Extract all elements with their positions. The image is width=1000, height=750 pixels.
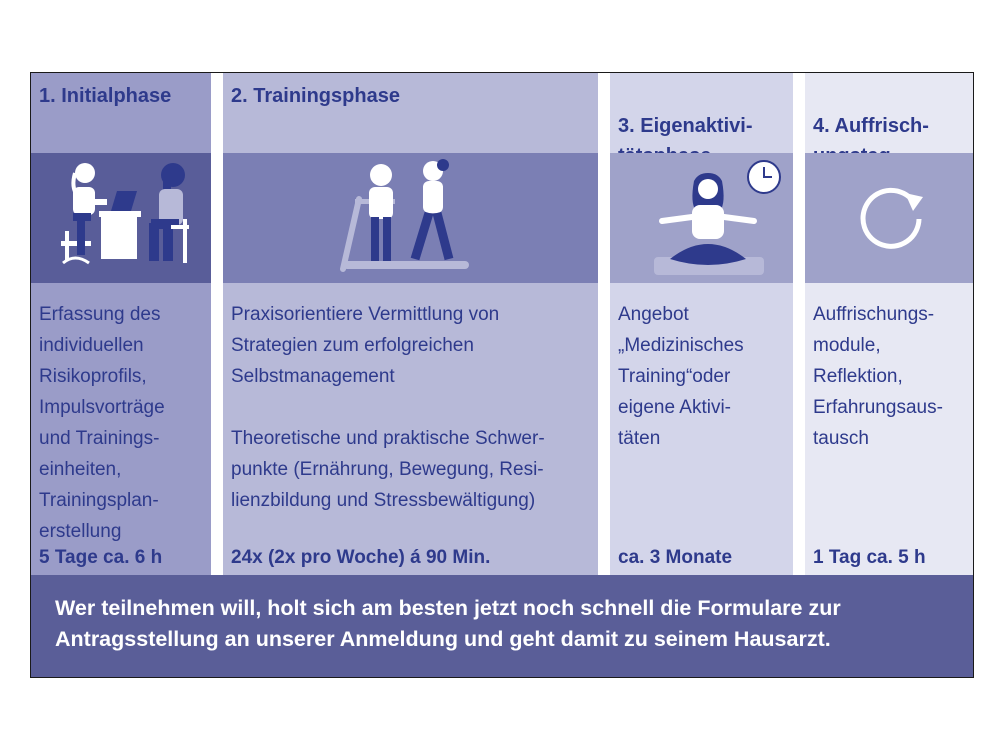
meditation-clock-icon	[610, 153, 793, 283]
refresh-icon	[805, 153, 974, 283]
phase-4-column	[805, 73, 974, 575]
phase-4-icon-band	[805, 153, 974, 283]
phase-2-duration: 24x (2x pro Woche) á 90 Min.	[231, 547, 491, 568]
phase-4-duration: 1 Tag ca. 5 h	[813, 547, 926, 568]
phase-3-body	[610, 283, 793, 575]
phase-3-header	[610, 73, 793, 153]
phase-2-icon-band	[223, 153, 598, 283]
phase-1-header	[31, 73, 211, 153]
phase-2-description: Praxisorientiere Vermittlung von Strategien zum erfolgreichen Selbstmanagement Theoretische und praktische Schwer- punkte (Ernährung, Bewegung, Resi- lienzbildung und Stressbewältigung)	[231, 304, 545, 511]
phase-3-column	[610, 73, 793, 575]
phase-4-body	[805, 283, 974, 575]
footer-banner	[31, 575, 974, 678]
phase-1-description: Erfassung des individuellen Risikoprofils, Impulsvorträge und Trainings- einheiten, Trainingsplan- erstellung	[39, 304, 165, 542]
phase-2-title: 2. Trainingsphase	[231, 85, 400, 107]
phase-overview-panel	[30, 72, 974, 678]
footer-text: Wer teilnehmen will, holt sich am besten jetzt noch schnell die Formulare zur Antragsstellung an unserer Anmeldung und geht damit zu seinem Hausarzt.	[55, 596, 841, 651]
phase-4-title-text: 4. Auffrisch-	[813, 115, 929, 137]
phase-1-icon-band	[31, 153, 211, 283]
phase-4-description: Auffrischungs- module, Reflektion, Erfahrungsaus- tausch	[813, 304, 943, 449]
consultation-icon	[31, 153, 211, 283]
phase-3-title-text: 3. Eigenaktivi-	[618, 115, 753, 137]
phase-1-duration: 5 Tage ca. 6 h	[39, 547, 163, 568]
treadmill-icon	[223, 153, 598, 283]
phase-3-icon-band	[610, 153, 793, 283]
phase-1-column	[31, 73, 211, 575]
phase-1-title: 1. Initialphase	[39, 85, 172, 107]
phase-1-body	[31, 283, 211, 575]
phase-2-body	[223, 283, 598, 575]
phase-3-description: Angebot „Medizinisches Training“oder eigene Aktivi- täten	[618, 304, 744, 449]
phase-3-duration: ca. 3 Monate	[618, 547, 733, 568]
phase-2-header	[223, 73, 598, 153]
phase-2-column	[223, 73, 598, 575]
phase-4-header	[805, 73, 974, 153]
